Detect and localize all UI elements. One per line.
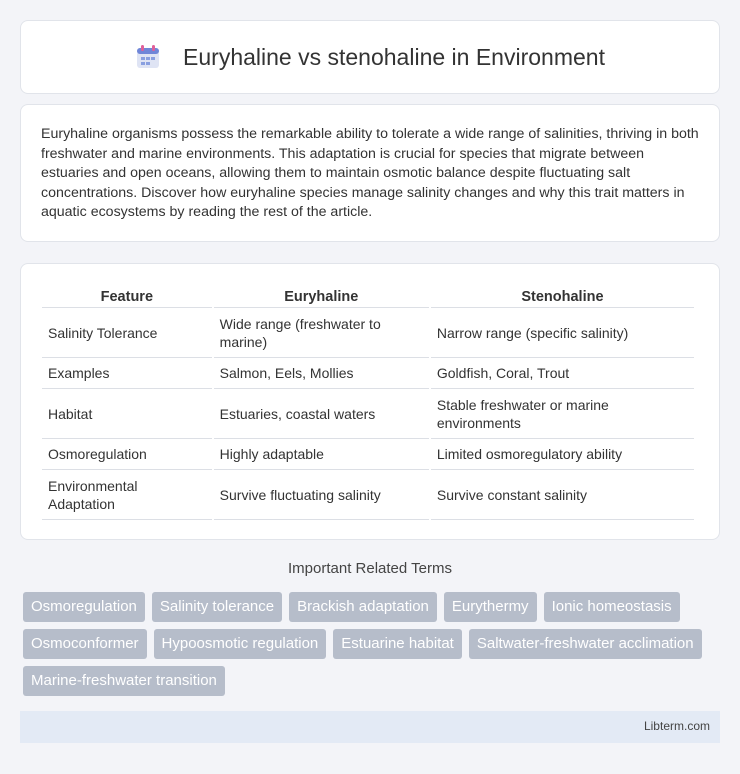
related-term-tag[interactable]: Brackish adaptation xyxy=(289,592,437,622)
related-term-tag[interactable]: Eurythermy xyxy=(444,592,537,622)
table-cell: Examples xyxy=(42,358,212,389)
table-cell: Estuaries, coastal waters xyxy=(214,389,429,439)
table-header-feature: Feature xyxy=(42,284,212,308)
page-title: Euryhaline vs stenohaline in Environment xyxy=(183,43,605,70)
table-header-euryhaline: Euryhaline xyxy=(214,284,429,308)
title-card xyxy=(20,20,720,94)
table-row xyxy=(42,470,694,520)
related-terms-title: Important Related Terms xyxy=(288,560,452,577)
table-cell: Wide range (freshwater to marine) xyxy=(214,308,429,358)
intro-paragraph: Euryhaline organisms possess the remarkable ability to tolerate a wide range of salinities, thriving in both freshwater and marine environments. This adaptation is crucial for species that migrate between estuaries and open oceans, allowing them to maintain osmotic balance despite fluctuating salt concentrations. Discover how euryhaline species manage salinity changes and why this trait matters in aquatic ecosystems by reading the rest of the article. xyxy=(41,126,699,220)
related-term-tag[interactable]: Estuarine habitat xyxy=(333,629,462,659)
table-cell: Salmon, Eels, Mollies xyxy=(214,358,429,389)
related-term-tag[interactable]: Saltwater-freshwater acclimation xyxy=(469,629,702,659)
related-term-tag[interactable]: Salinity tolerance xyxy=(152,592,282,622)
related-term-tag[interactable]: Ionic homeostasis xyxy=(544,592,680,622)
table-row xyxy=(42,389,694,439)
calendar-icon xyxy=(135,44,161,70)
table-cell: Environmental Adaptation xyxy=(42,470,212,520)
comparison-table xyxy=(40,284,696,520)
table-cell: Habitat xyxy=(42,389,212,439)
table-cell: Survive fluctuating salinity xyxy=(214,470,429,520)
related-terms-list xyxy=(23,592,723,696)
table-row xyxy=(42,439,694,470)
table-header-stenohaline: Stenohaline xyxy=(431,284,694,308)
table-cell: Limited osmoregulatory ability xyxy=(431,439,694,470)
comparison-table-card xyxy=(20,263,720,540)
table-cell: Narrow range (specific salinity) xyxy=(431,308,694,358)
table-cell: Stable freshwater or marine environments xyxy=(431,389,694,439)
table-row xyxy=(42,358,694,389)
table-cell: Survive constant salinity xyxy=(431,470,694,520)
table-cell: Salinity Tolerance xyxy=(42,308,212,358)
footer-site-link[interactable]: Libterm.com xyxy=(643,719,710,733)
related-term-tag[interactable]: Hypoosmotic regulation xyxy=(154,629,327,659)
intro-card xyxy=(20,104,720,242)
related-term-tag[interactable]: Marine-freshwater transition xyxy=(23,666,225,696)
table-cell: Highly adaptable xyxy=(214,439,429,470)
related-term-tag[interactable]: Osmoregulation xyxy=(23,592,145,622)
table-cell: Goldfish, Coral, Trout xyxy=(431,358,694,389)
table-cell: Osmoregulation xyxy=(42,439,212,470)
footer xyxy=(20,711,720,743)
related-term-tag[interactable]: Osmoconformer xyxy=(23,629,147,659)
table-row xyxy=(42,308,694,358)
